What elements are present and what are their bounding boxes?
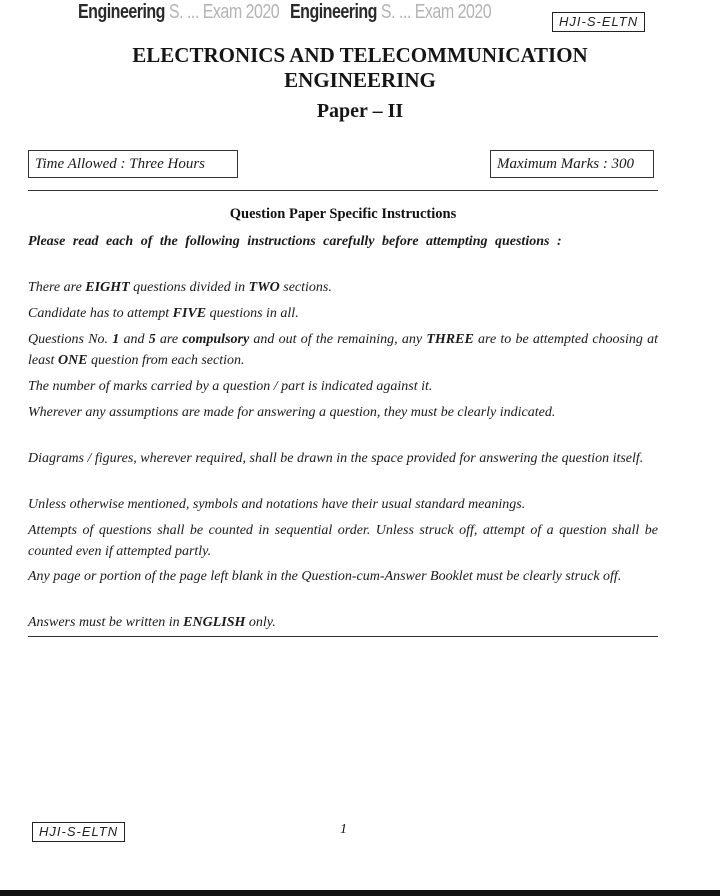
text-run: ENGLISH [183, 615, 246, 630]
instruction-6: Diagrams / figures, wherever required, shall be drawn in the space provided for answering the question itself. [28, 451, 644, 466]
text-run: Questions No. [28, 332, 113, 347]
instruction-9: Any page or portion of the page left blank in the Question-cum-Answer Booklet must be clearly struck off. [28, 569, 622, 584]
top-divider [28, 190, 658, 191]
text-run: Candidate has to attempt [28, 306, 173, 321]
scan-edge [0, 890, 720, 896]
paper-number: Paper – II [316, 100, 404, 122]
instruction-5: Wherever any assumptions are made for answering a question, they must be clearly indicated. [28, 405, 556, 420]
watermark-left-faint: S. ... Exam 2020 [164, 1, 280, 23]
text-run: compulsory [182, 332, 250, 347]
text-run: THREE [426, 332, 474, 347]
instruction-4: The number of marks carried by a question / part is indicated against it. [28, 379, 433, 394]
text-run: TWO [248, 280, 280, 295]
watermark-right-bold: Engineering [290, 1, 377, 23]
instructions-intro: Please read each of the following instructions carefully before attempting questions : [28, 234, 562, 249]
text-run: questions in all. [206, 306, 299, 321]
watermark-right [290, 2, 491, 25]
time-allowed-box: Time Allowed : Three Hours [28, 150, 238, 178]
text-run: ONE [57, 353, 88, 368]
instruction-3 [28, 329, 658, 371]
instruction-2 [28, 303, 658, 324]
text-run: are [155, 332, 183, 347]
text-run: Answers must be written in [28, 615, 184, 630]
text-run: sections. [279, 280, 332, 295]
text-run: and out of the remaining, any [249, 332, 427, 347]
instructions-heading: Question Paper Specific Instructions [229, 206, 457, 222]
watermark-left [78, 2, 279, 25]
instruction-1 [28, 277, 658, 298]
paper-title-line1: ELECTRONICS AND TELECOMMUNICATION [132, 43, 588, 67]
text-run: and [119, 332, 149, 347]
page-number: 1 [340, 822, 347, 837]
text-run: only. [245, 615, 276, 630]
text-run: 1 [112, 332, 120, 347]
text-run: questions divided in [129, 280, 249, 295]
text-run: are to be attempted choosing at least [28, 332, 658, 368]
paper-code-header: HJI-S-ELTN [552, 12, 645, 32]
paper-code-footer: HJI-S-ELTN [32, 822, 125, 842]
bottom-divider [28, 636, 658, 637]
watermark-left-bold: Engineering [78, 1, 165, 23]
text-run: 5 [148, 332, 156, 347]
text-run: There are [28, 280, 86, 295]
watermark-right-faint: S. ... Exam 2020 [376, 1, 492, 23]
text-run: question from each section. [87, 353, 245, 368]
instruction-7: Unless otherwise mentioned, symbols and notations have their usual standard meanings. [28, 497, 526, 512]
paper-title-line2: ENGINEERING [284, 68, 436, 92]
maximum-marks-box: Maximum Marks : 300 [490, 150, 654, 178]
text-run: FIVE [172, 306, 207, 321]
text-run: EIGHT [85, 280, 130, 295]
instruction-8: Attempts of questions shall be counted in sequential order. Unless struck off, attempt of a question shall be counted even if attempted partly. [28, 523, 658, 559]
instruction-10 [28, 612, 658, 633]
